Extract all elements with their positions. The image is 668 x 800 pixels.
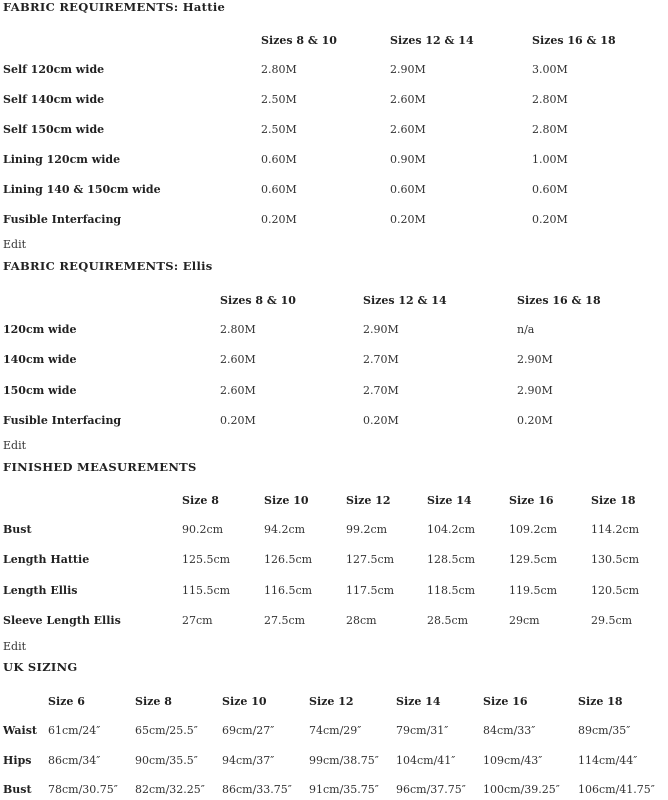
table-cell: 125.5cm [182, 553, 231, 566]
table-cell: 114cm/44″ [578, 754, 638, 767]
table-cell: 115.5cm [182, 584, 231, 597]
edit-link[interactable]: Edit [3, 238, 27, 251]
table-cell: 61cm/24″ [48, 724, 101, 737]
table-cell: 84cm/33″ [483, 724, 536, 737]
table-cell: 0.20M [261, 213, 297, 226]
column-header: Size 18 [591, 494, 636, 507]
section-title: FABRIC REQUIREMENTS: Hattie [3, 0, 226, 14]
row-label: Fusible Interfacing [3, 213, 122, 226]
row-label: Lining 140 & 150cm wide [3, 183, 161, 196]
table-cell: 2.60M [220, 353, 256, 366]
column-header: Size 8 [182, 494, 219, 507]
table-cell: 2.80M [532, 123, 568, 136]
table-cell: 94.2cm [264, 523, 306, 536]
row-label: Sleeve Length Ellis [3, 614, 121, 627]
row-label: 140cm wide [3, 353, 77, 366]
table-cell: 1.00M [532, 153, 568, 166]
table-cell: 96cm/37.75″ [396, 783, 466, 796]
column-header: Size 16 [483, 695, 528, 708]
table-cell: 90.2cm [182, 523, 224, 536]
table-cell: 2.90M [517, 353, 553, 366]
table-cell: n/a [517, 323, 535, 336]
table-cell: 2.90M [363, 323, 399, 336]
table-cell: 130.5cm [591, 553, 640, 566]
section-title: FABRIC REQUIREMENTS: Ellis [3, 259, 213, 273]
table-cell: 109.2cm [509, 523, 558, 536]
section-title: FINISHED MEASUREMENTS [3, 460, 197, 474]
table-cell: 127.5cm [346, 553, 395, 566]
table-cell: 28cm [346, 614, 377, 627]
row-label: Hips [3, 754, 32, 767]
table-cell: 0.20M [532, 213, 568, 226]
column-header: Size 10 [222, 695, 267, 708]
column-header: Size 10 [264, 494, 309, 507]
column-header: Size 12 [346, 494, 391, 507]
table-cell: 86cm/33.75″ [222, 783, 292, 796]
column-header: Sizes 16 & 18 [532, 34, 616, 47]
table-cell: 128.5cm [427, 553, 476, 566]
edit-link[interactable]: Edit [3, 640, 27, 653]
section-title: UK SIZING [3, 660, 78, 674]
column-header: Sizes 8 & 10 [220, 294, 296, 307]
table-cell: 120.5cm [591, 584, 640, 597]
table-cell: 69cm/27″ [222, 724, 275, 737]
table-cell: 2.60M [390, 93, 426, 106]
table-cell: 2.60M [390, 123, 426, 136]
table-cell: 99.2cm [346, 523, 388, 536]
table-cell: 129.5cm [509, 553, 558, 566]
table-cell: 0.90M [390, 153, 426, 166]
table-cell: 29.5cm [591, 614, 633, 627]
table-cell: 28.5cm [427, 614, 469, 627]
row-label: Bust [3, 523, 32, 536]
row-label: Length Ellis [3, 584, 78, 597]
table-cell: 104.2cm [427, 523, 476, 536]
table-cell: 2.70M [363, 353, 399, 366]
table-cell: 27.5cm [264, 614, 306, 627]
row-label: Bust [3, 783, 32, 796]
table-cell: 117.5cm [346, 584, 395, 597]
table-cell: 0.20M [363, 414, 399, 427]
column-header: Size 14 [427, 494, 472, 507]
table-cell: 2.80M [532, 93, 568, 106]
column-header: Sizes 8 & 10 [261, 34, 337, 47]
table-cell: 94cm/37″ [222, 754, 275, 767]
table-cell: 2.60M [220, 384, 256, 397]
table-cell: 100cm/39.25″ [483, 783, 560, 796]
row-label: Length Hattie [3, 553, 90, 566]
column-header: Size 14 [396, 695, 441, 708]
table-cell: 86cm/34″ [48, 754, 101, 767]
column-header: Size 8 [135, 695, 172, 708]
table-cell: 82cm/32.25″ [135, 783, 205, 796]
column-header: Size 12 [309, 695, 354, 708]
row-label: Waist [3, 724, 37, 737]
table-cell: 104cm/41″ [396, 754, 456, 767]
row-label: 120cm wide [3, 323, 77, 336]
edit-link[interactable]: Edit [3, 439, 27, 452]
table-cell: 119.5cm [509, 584, 558, 597]
table-cell: 74cm/29″ [309, 724, 362, 737]
table-cell: 78cm/30.75″ [48, 783, 118, 796]
table-cell: 126.5cm [264, 553, 313, 566]
table-cell: 2.50M [261, 123, 297, 136]
column-header: Size 16 [509, 494, 554, 507]
column-header: Size 18 [578, 695, 623, 708]
row-label: 150cm wide [3, 384, 77, 397]
table-cell: 0.60M [390, 183, 426, 196]
row-label: Self 150cm wide [3, 123, 105, 136]
table-cell: 0.60M [532, 183, 568, 196]
table-cell: 109cm/43″ [483, 754, 543, 767]
column-header: Sizes 16 & 18 [517, 294, 601, 307]
row-label: Lining 120cm wide [3, 153, 121, 166]
table-cell: 116.5cm [264, 584, 313, 597]
table-cell: 3.00M [532, 63, 568, 76]
table-cell: 29cm [509, 614, 540, 627]
table-cell: 65cm/25.5″ [135, 724, 198, 737]
table-cell: 2.90M [517, 384, 553, 397]
table-cell: 2.70M [363, 384, 399, 397]
row-label: Self 120cm wide [3, 63, 105, 76]
row-label: Fusible Interfacing [3, 414, 122, 427]
table-cell: 114.2cm [591, 523, 640, 536]
column-header: Sizes 12 & 14 [363, 294, 447, 307]
table-cell: 0.20M [220, 414, 256, 427]
table-cell: 91cm/35.75″ [309, 783, 379, 796]
table-cell: 106cm/41.75″ [578, 783, 655, 796]
table-cell: 2.80M [220, 323, 256, 336]
table-cell: 27cm [182, 614, 213, 627]
table-cell: 0.60M [261, 183, 297, 196]
table-cell: 118.5cm [427, 584, 476, 597]
table-cell: 2.50M [261, 93, 297, 106]
table-cell: 2.80M [261, 63, 297, 76]
table-cell: 0.20M [390, 213, 426, 226]
column-header: Sizes 12 & 14 [390, 34, 474, 47]
row-label: Self 140cm wide [3, 93, 105, 106]
table-cell: 99cm/38.75″ [309, 754, 379, 767]
column-header: Size 6 [48, 695, 85, 708]
table-cell: 0.20M [517, 414, 553, 427]
table-cell: 89cm/35″ [578, 724, 631, 737]
table-cell: 90cm/35.5″ [135, 754, 198, 767]
table-cell: 0.60M [261, 153, 297, 166]
table-cell: 2.90M [390, 63, 426, 76]
table-cell: 79cm/31″ [396, 724, 449, 737]
